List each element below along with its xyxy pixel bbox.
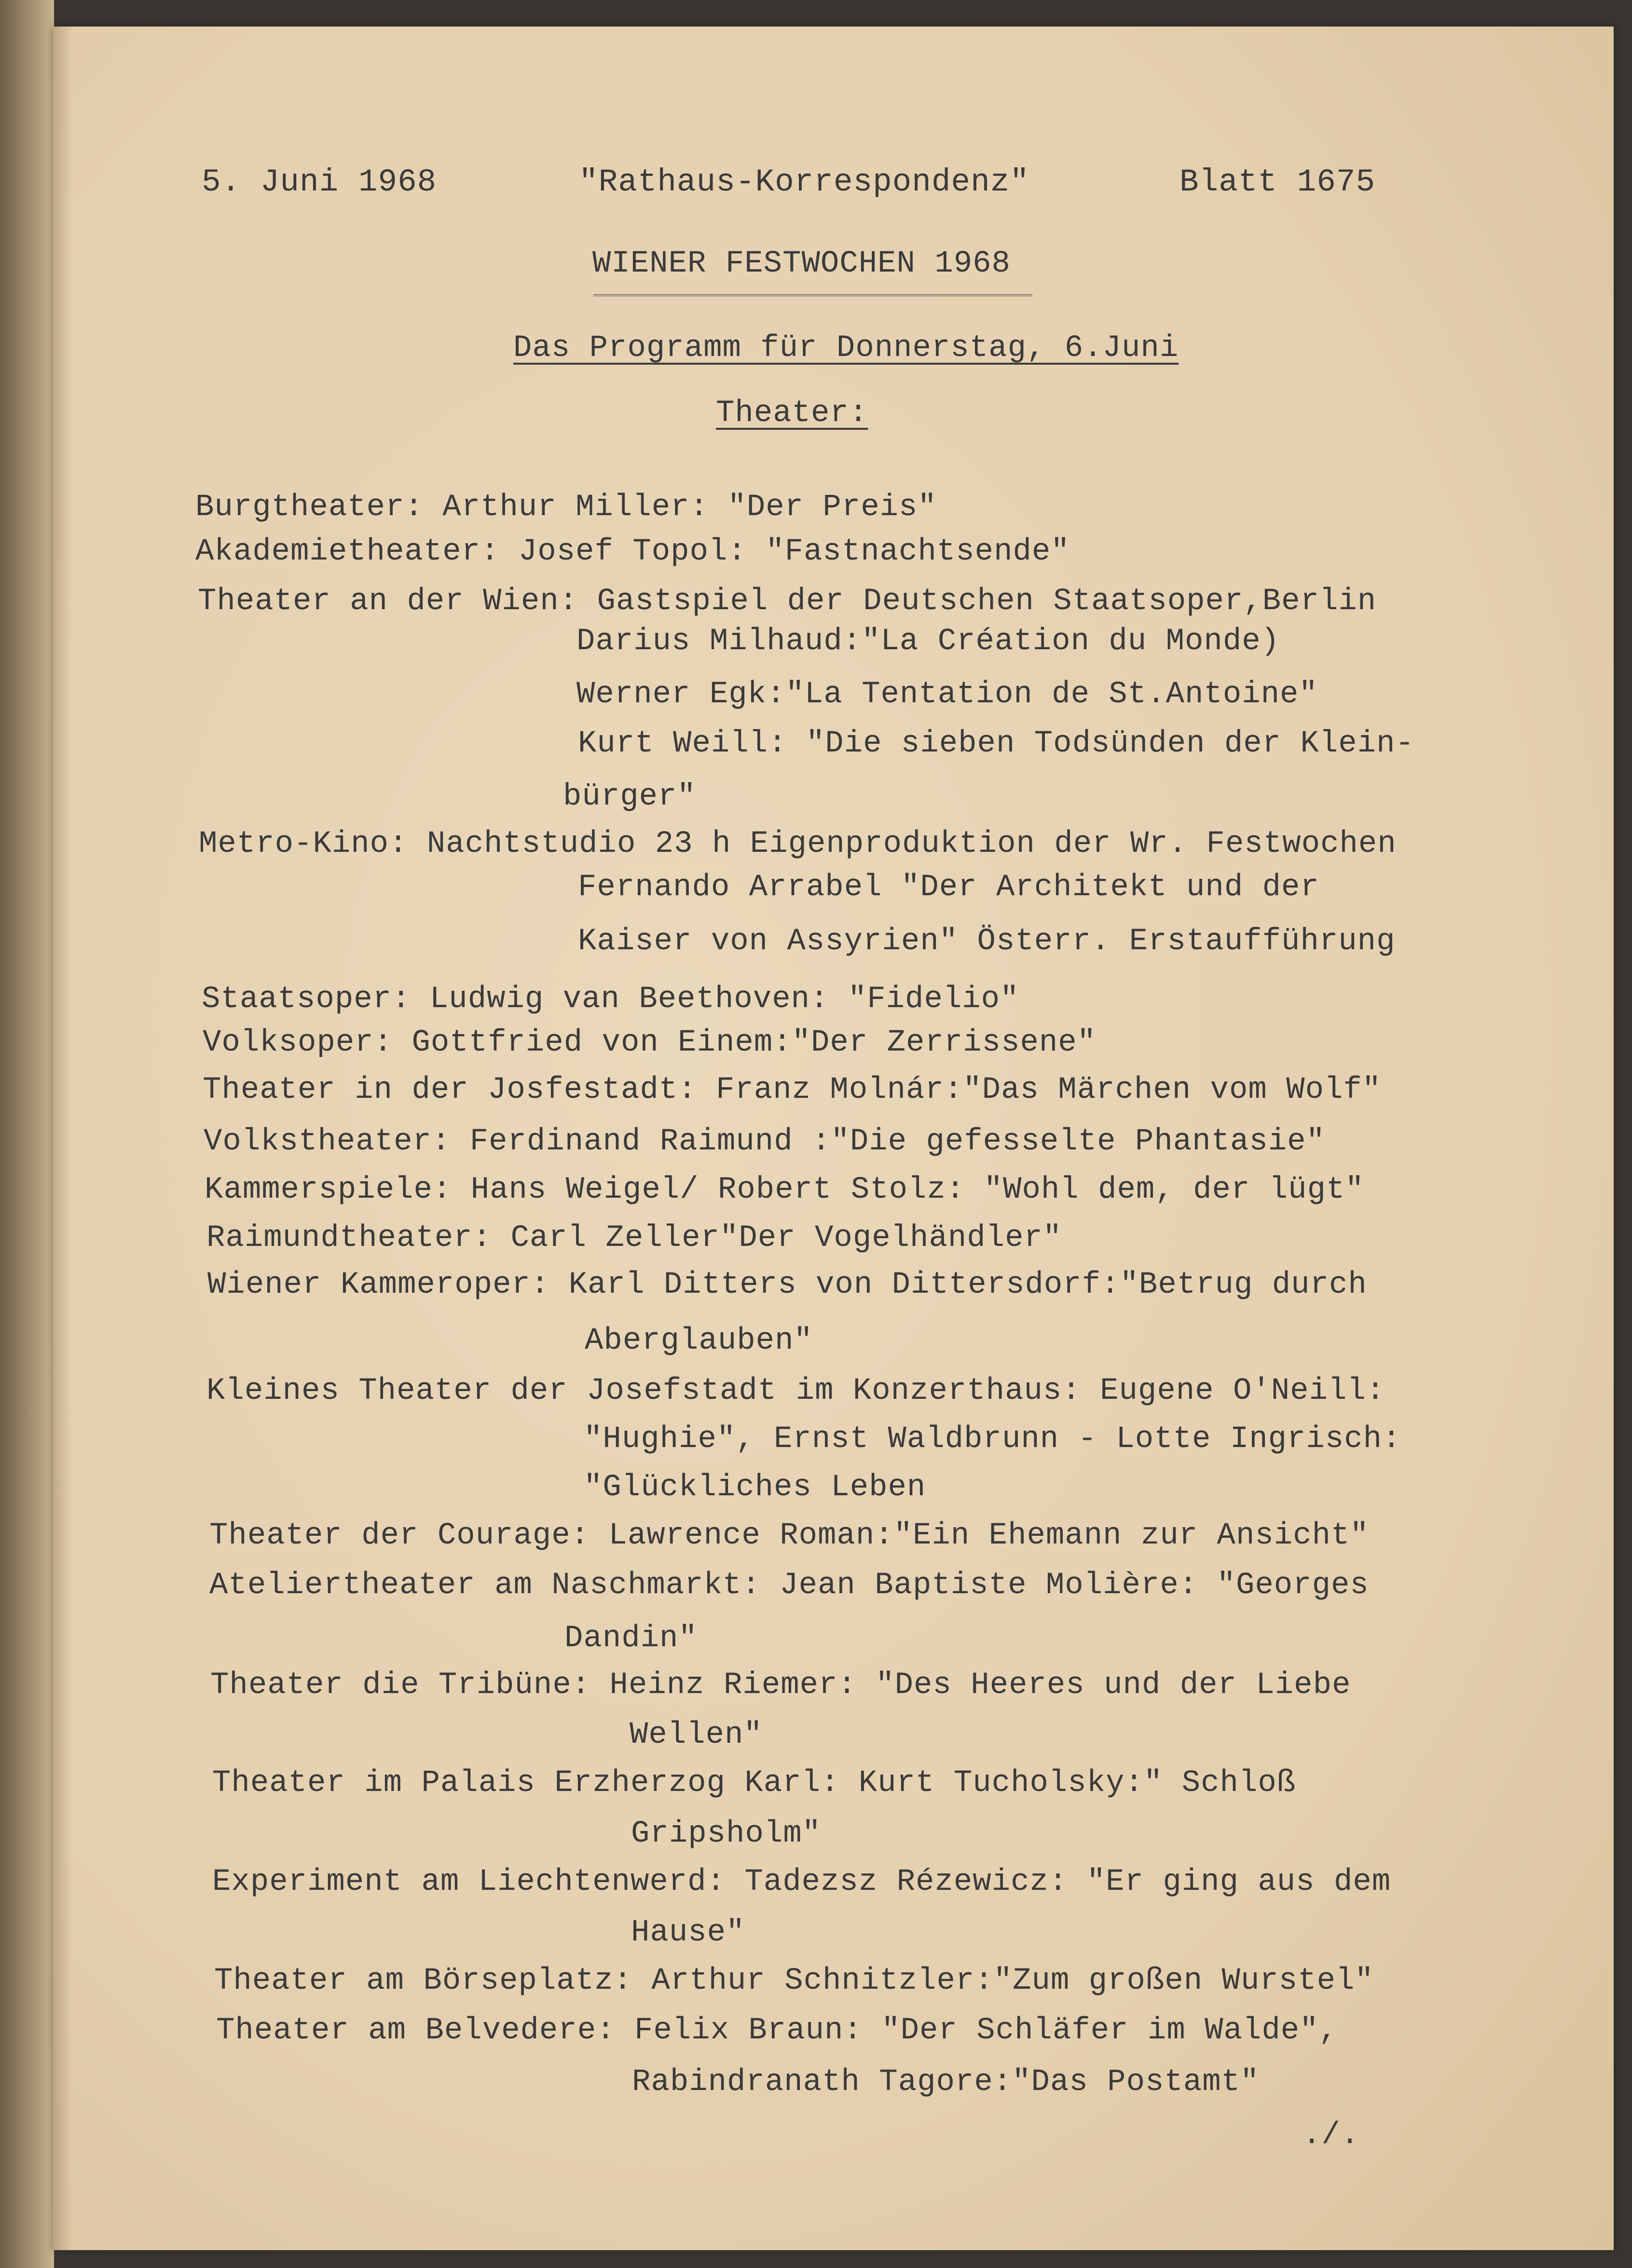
program-line: Kaiser von Assyrien" Österr. Erstaufführung: [578, 924, 1396, 959]
program-line: Wellen": [630, 1718, 763, 1752]
program-line: Raimundtheater: Carl Zeller"Der Vogelhändler": [206, 1221, 1062, 1256]
program-line: Volkstheater: Ferdinand Raimund :"Die gefesselte Phantasie": [204, 1124, 1325, 1159]
program-line: Wiener Kammeroper: Karl Ditters von Dittersdorf:"Betrug durch: [207, 1268, 1367, 1302]
program-line: "Hughie", Ernst Waldbrunn - Lotte Ingrisch:: [584, 1422, 1401, 1457]
program-line: Kurt Weill: "Die sieben Todsünden der Klein-: [578, 726, 1414, 761]
program-line: Volksoper: Gottfried von Einem:"Der Zerrissene": [203, 1025, 1097, 1060]
program-line: Theater am Börseplatz: Arthur Schnitzler:"Zum großen Wurstel": [214, 1964, 1374, 1998]
program-line: Ateliertheater am Naschmarkt: Jean Baptiste Molière: "Georges: [209, 1568, 1369, 1603]
header-sheet-number: Blatt 1675: [1179, 164, 1376, 200]
program-line: Akademietheater: Josef Topol: "Fastnachtsende": [195, 534, 1070, 569]
book-binding: [0, 0, 54, 2268]
program-line: Fernando Arrabel "Der Architekt und der: [578, 870, 1319, 905]
program-line: Theater im Palais Erzherzog Karl: Kurt Tucholsky:" Schloß: [212, 1766, 1296, 1801]
program-line: Kleines Theater der Josefstadt im Konzerthaus: Eugene O'Neill:: [206, 1374, 1385, 1408]
program-line: Staatsoper: Ludwig van Beethoven: "Fidelio": [202, 982, 1019, 1017]
program-line: Hause": [631, 1915, 745, 1950]
continuation-mark: ./.: [1303, 2118, 1360, 2153]
program-line: Metro-Kino: Nachtstudio 23 h Eigenproduktion der Wr. Festwochen: [199, 827, 1397, 861]
header-date: 5. Juni 1968: [202, 164, 437, 200]
program-line: Theater an der Wien: Gastspiel der Deutschen Staatsoper,Berlin: [198, 584, 1377, 619]
program-line: Theater am Belvedere: Felix Braun: "Der Schläfer im Walde",: [216, 2013, 1338, 2048]
program-line: Theater der Courage: Lawrence Roman:"Ein Ehemann zur Ansicht": [209, 1518, 1369, 1553]
program-line: Dandin": [564, 1621, 698, 1656]
program-subtitle: Das Programm für Donnerstag, 6.Juni: [513, 331, 1179, 366]
section-heading: Theater:: [716, 396, 868, 431]
header-publication: "Rathaus-Korrespondenz": [579, 164, 1029, 200]
program-line: Kammerspiele: Hans Weigel/ Robert Stolz: "Wohl dem, der lügt": [205, 1173, 1364, 1207]
title-double-rule: [593, 294, 1032, 296]
program-line: Aberglauben": [585, 1324, 813, 1358]
program-line: Burgtheater: Arthur Miller: "Der Preis": [195, 490, 937, 525]
program-line: bürger": [563, 779, 696, 814]
document-title: WIENER FESTWOCHEN 1968: [592, 246, 1011, 281]
program-line: Werner Egk:"La Tentation de St.Antoine": [576, 677, 1318, 712]
program-line: Darius Milhaud:"La Création du Monde): [576, 624, 1280, 659]
program-line: Experiment am Liechtenwerd: Tadezsz Rézewicz: "Er ging aus dem: [212, 1865, 1391, 1899]
program-line: "Glückliches Leben: [584, 1470, 926, 1505]
program-line: Gripsholm": [631, 1817, 822, 1851]
program-line: Rabindranath Tagore:"Das Postamt": [632, 2065, 1260, 2100]
program-line: Theater in der Josfestadt: Franz Molnár:"Das Märchen vom Wolf": [203, 1073, 1382, 1107]
program-line: Theater die Tribüne: Heinz Riemer: "Des Heeres und der Liebe: [210, 1668, 1351, 1703]
